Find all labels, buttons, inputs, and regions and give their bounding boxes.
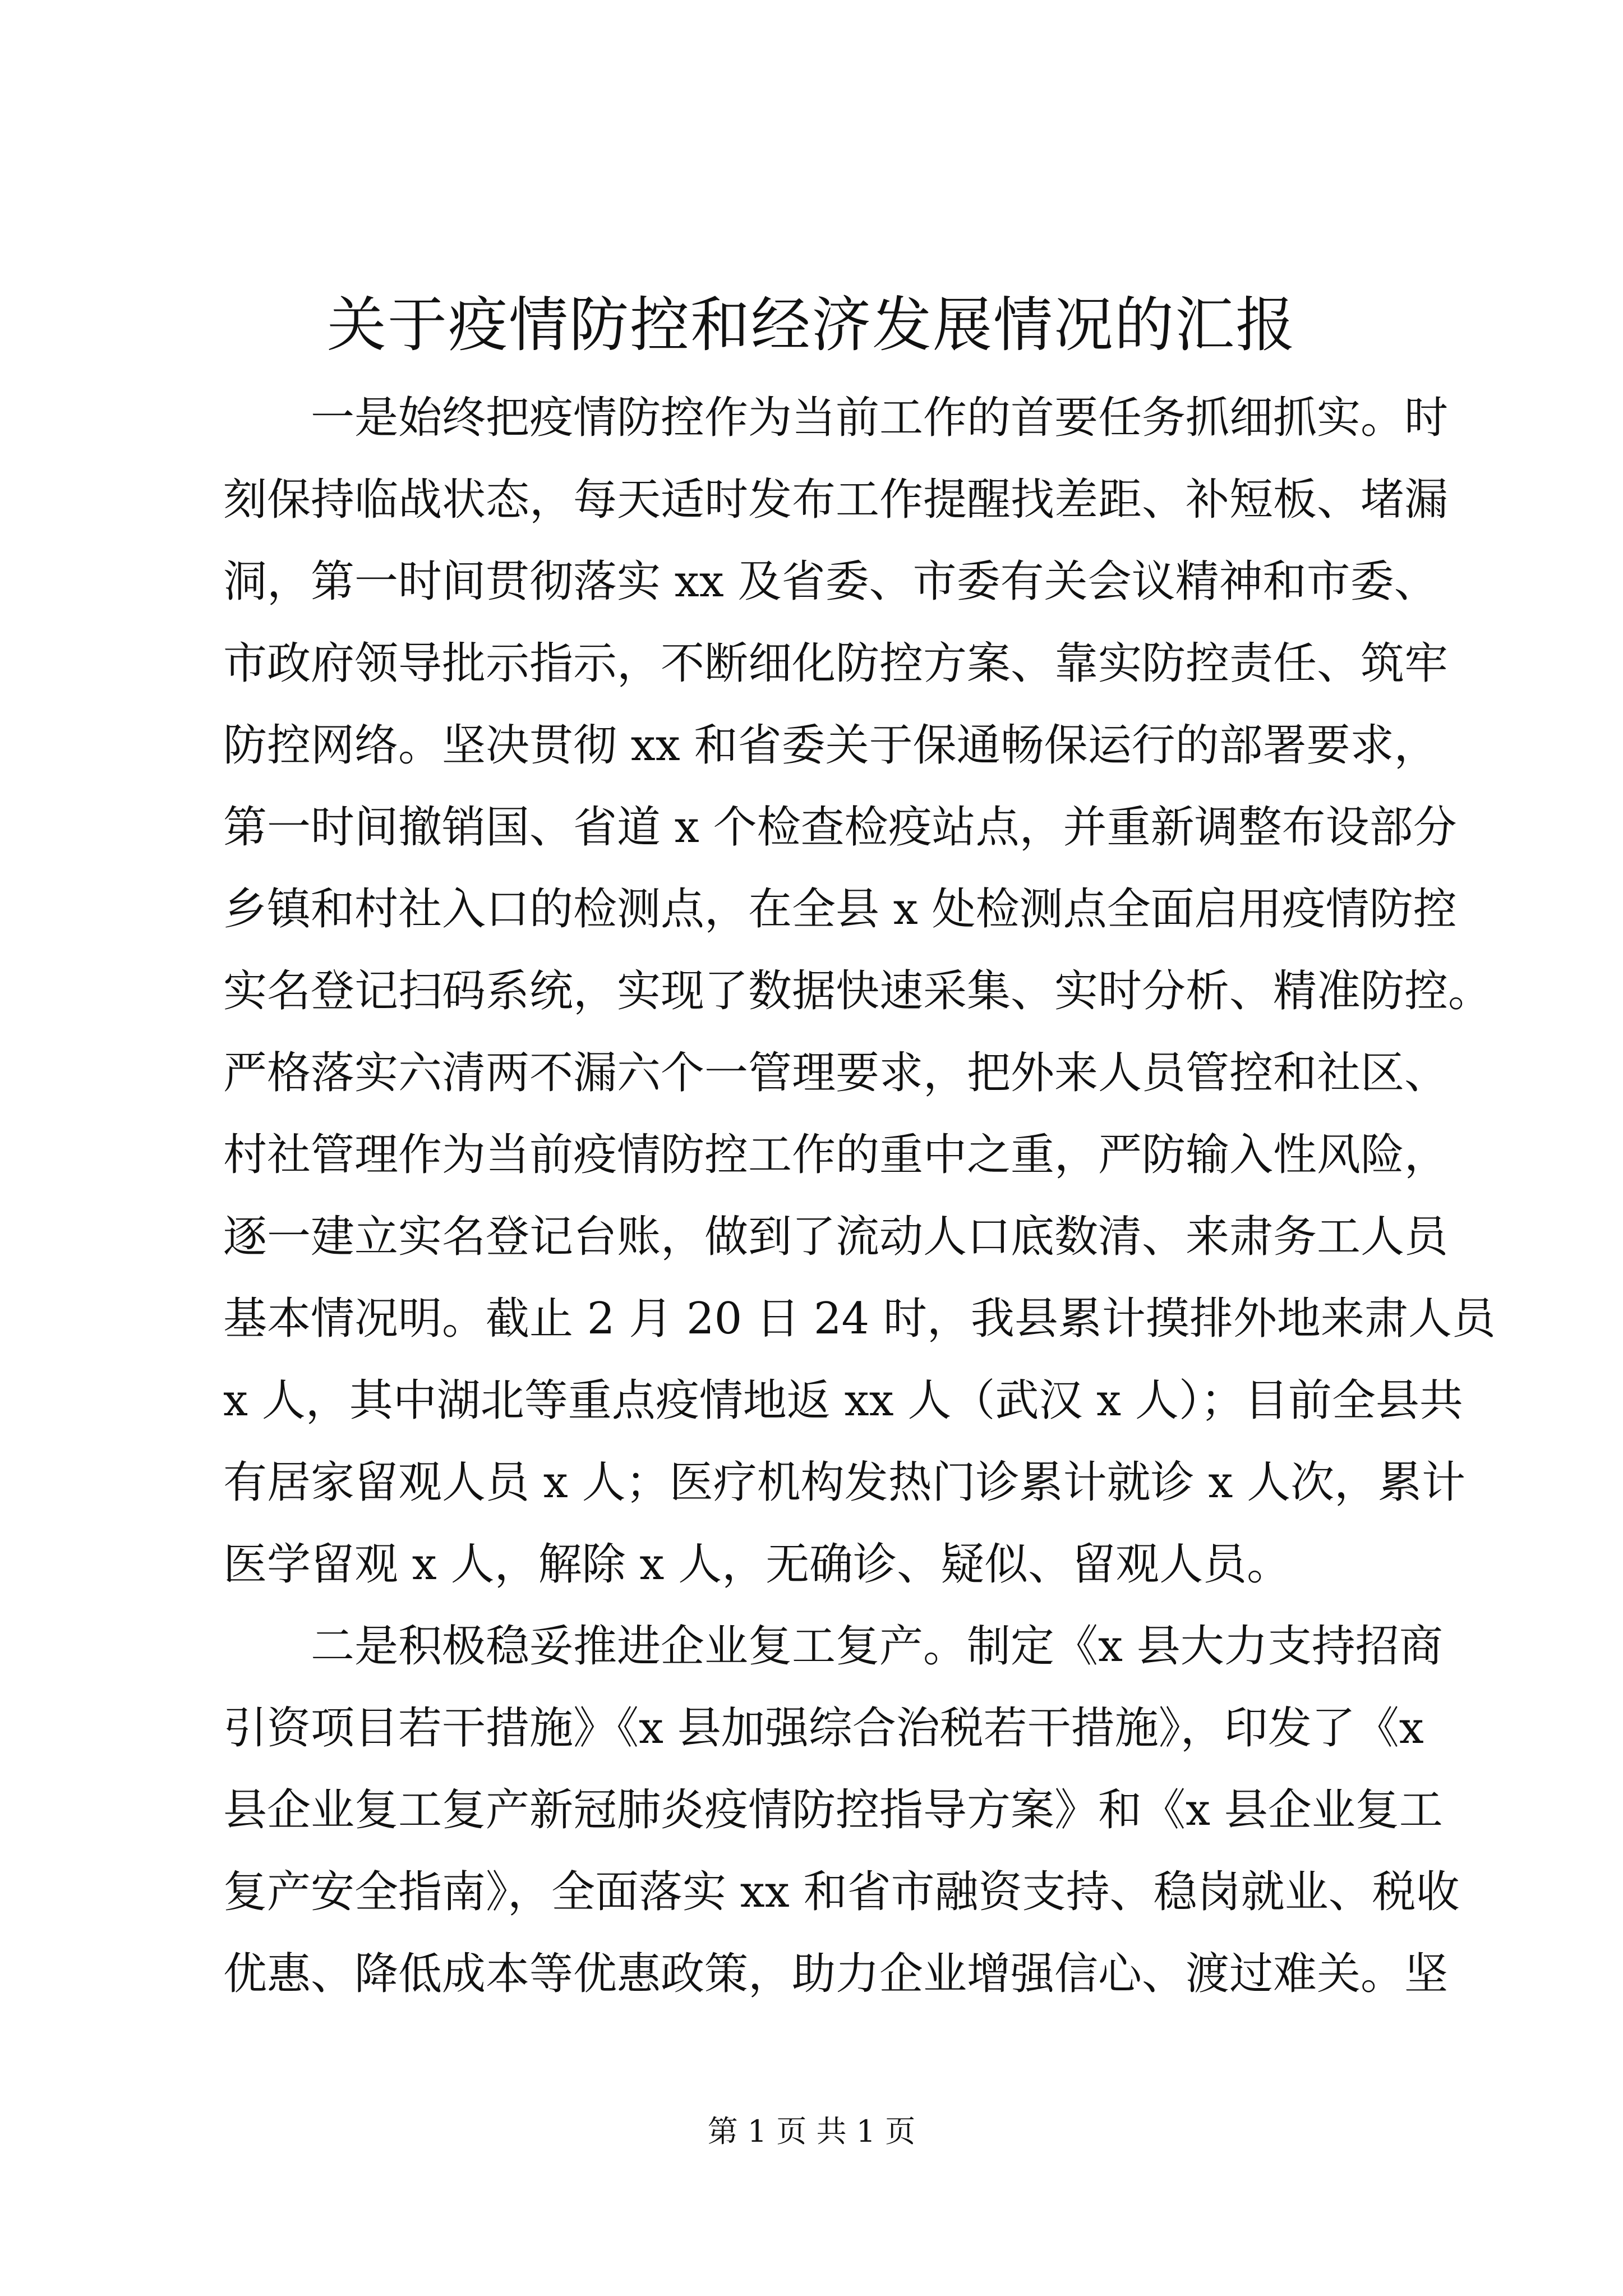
paragraph-line: 二是积极稳妥推进企业复工复产。制定《x 县大力支持招商	[311, 1621, 1443, 1672]
paragraph-line: 洞，第一时间贯彻落实 xx 及省委、市委有关会议精神和市委、	[223, 556, 1438, 607]
paragraph-line: 第一时间撤销国、省道 x 个检查检疫站点，并重新调整布设部分	[223, 802, 1457, 853]
paragraph-line: 优惠、降低成本等优惠政策，助力企业增强信心、渡过难关。坚	[223, 1949, 1449, 1999]
paragraph-line: 一是始终把疫情防控作为当前工作的首要任务抓细抓实。时	[311, 393, 1449, 443]
paragraph-line: 市政府领导批示指示，不断细化防控方案、靠实防控责任、筑牢	[223, 638, 1449, 689]
paragraph-line: 医学留观 x 人，解除 x 人，无确诊、疑似、留观人员。	[223, 1539, 1291, 1590]
paragraph-line: 逐一建立实名登记台账，做到了流动人口底数清、来肃务工人员	[223, 1212, 1449, 1262]
paragraph-line: 实名登记扫码系统，实现了数据快速采集、实时分析、精准防控。	[223, 966, 1492, 1016]
paragraph-line: 有居家留观人员 x 人；医疗机构发热门诊累计就诊 x 人次，累计	[223, 1457, 1466, 1508]
paragraph-line: 乡镇和村社入口的检测点，在全县 x 处检测点全面启用疫情防控	[223, 884, 1457, 935]
paragraph-line: 基本情况明。截止 2 月 20 日 24 时，我县累计摸排外地来肃人员	[223, 1294, 1496, 1344]
document-title: 关于疫情防控和经济发展情况的汇报	[327, 291, 1296, 360]
paragraph-line: 复产安全指南》，全面落实 xx 和省市融资支持、稳岗就业、税收	[223, 1867, 1460, 1917]
paragraph-line: 防控网络。坚决贯彻 xx 和省委关于保通畅保运行的部署要求，	[223, 720, 1438, 771]
page-footer: 第 1 页 共 1 页	[707, 2114, 916, 2149]
paragraph-line: 刻保持临战状态，每天适时发布工作提醒找差距、补短板、堵漏	[223, 475, 1449, 525]
paragraph-line: x 人，其中湖北等重点疫情地返 xx 人（武汉 x 人）；目前全县共	[223, 1375, 1463, 1426]
document-body	[223, 377, 1496, 2015]
paragraph-line: 县企业复工复产新冠肺炎疫情防控指导方案》和《x 县企业复工	[223, 1785, 1443, 1835]
paragraph-line: 严格落实六清两不漏六个一管理要求，把外来人员管控和社区、	[223, 1048, 1449, 1098]
paragraph-line: 村社管理作为当前疫情防控工作的重中之重，严防输入性风险，	[223, 1130, 1449, 1180]
paragraph-line: 引资项目若干措施》《x 县加强综合治税若干措施》，印发了《x	[223, 1703, 1424, 1754]
